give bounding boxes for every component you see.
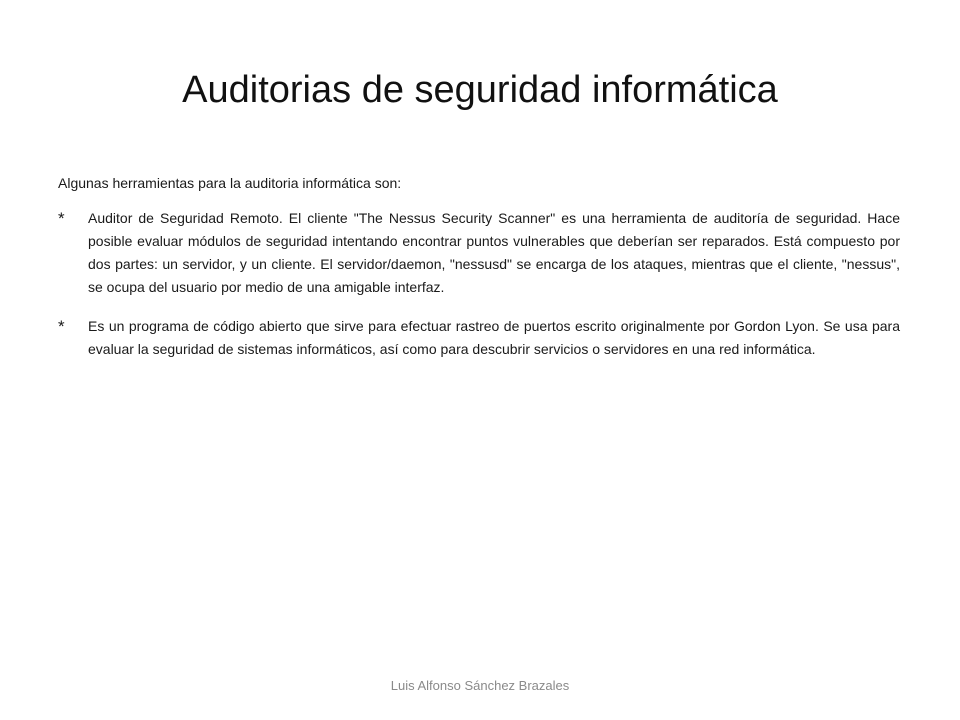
- bullet-marker: *: [58, 317, 65, 336]
- slide-footer: Luis Alfonso Sánchez Brazales: [390, 678, 570, 693]
- slide-title: Auditorias de seguridad informática: [182, 69, 778, 111]
- bullet-marker: *: [58, 209, 65, 228]
- bullet-item-nessus: [58, 207, 900, 299]
- slide-content: [58, 172, 900, 377]
- bullet-text: Auditor de Seguridad Remoto. El cliente "The Nessus Security Scanner" es una herramienta de auditoría de seguridad. Hace posible evaluar módulos de seguridad intentando encontrar puntos vulnerables que deberían ser reparados. Está compuesto por dos partes: un servidor, y un cliente. El servidor/daemon, "nessusd" se encarga de los ataques, mientras que el cliente, "nessus", se ocupa del usuario por medio de una amigable interfaz.: [88, 210, 900, 295]
- intro-text: Algunas herramientas para la auditoria informática son:: [58, 175, 402, 191]
- bullet-text: Es un programa de código abierto que sirve para efectuar rastreo de puertos escrito originalmente por Gordon Lyon. Se usa para evaluar la seguridad de sistemas informáticos, así como para descubrir servicios o servidores en una red informática.: [88, 318, 900, 357]
- bullet-item-nmap: [58, 315, 900, 361]
